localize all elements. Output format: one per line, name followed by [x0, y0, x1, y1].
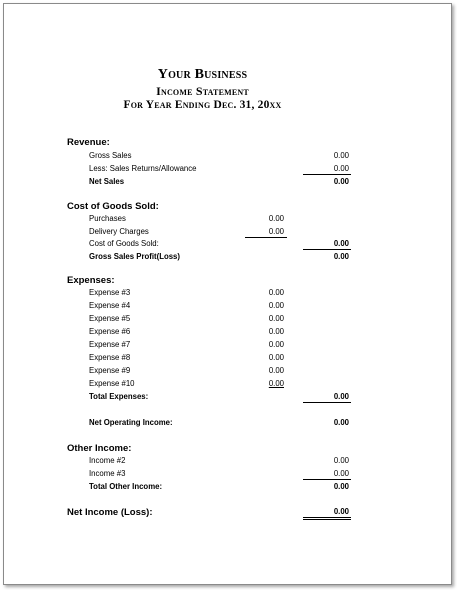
- expense-label: Expense #5: [89, 314, 131, 323]
- expense-label: Expense #10: [89, 379, 135, 388]
- expense-value: 0.00: [268, 327, 284, 336]
- total-expenses-label: Total Expenses:: [89, 392, 149, 401]
- income-label: Income #3: [89, 469, 126, 478]
- expense-label: Expense #4: [89, 301, 131, 310]
- expense-value: 0.00: [268, 288, 284, 297]
- revenue-heading: Revenue:: [67, 137, 110, 148]
- double-underline-top: [303, 517, 351, 518]
- expense-value: 0.00: [268, 353, 284, 362]
- cogs-total-value: 0.00: [333, 239, 349, 248]
- returns-label: Less: Sales Returns/Allowance: [89, 164, 197, 173]
- net-income-label: Net Income (Loss):: [67, 507, 153, 518]
- net-sales-label: Net Sales: [89, 177, 125, 186]
- underline: [245, 237, 287, 238]
- net-sales-value: 0.00: [333, 177, 349, 186]
- expense-value: 0.00: [268, 366, 284, 375]
- expense-value: 0.00: [268, 301, 284, 310]
- income-value: 0.00: [333, 456, 349, 465]
- underline: [303, 249, 351, 250]
- purchases-label: Purchases: [89, 214, 126, 223]
- total-other-income-label: Total Other Income:: [89, 482, 163, 491]
- returns-value: 0.00: [333, 164, 349, 173]
- expense-value: 0.00: [268, 379, 284, 388]
- underline: [303, 479, 351, 480]
- underline: [303, 174, 351, 175]
- delivery-value: 0.00: [268, 227, 284, 236]
- operating-income-value: 0.00: [333, 418, 349, 427]
- double-underline-bottom: [303, 519, 351, 520]
- expense-label: Expense #7: [89, 340, 131, 349]
- income-value: 0.00: [333, 469, 349, 478]
- gross-sales-value: 0.00: [333, 151, 349, 160]
- expense-label: Expense #9: [89, 366, 131, 375]
- expense-label: Expense #3: [89, 288, 131, 297]
- gross-sales-label: Gross Sales: [89, 151, 132, 160]
- statement-title: Income Statement: [156, 84, 249, 98]
- delivery-label: Delivery Charges: [89, 227, 149, 236]
- net-income-value: 0.00: [333, 507, 349, 516]
- document-page: [3, 3, 452, 585]
- cogs-total-label: Cost of Goods Sold:: [89, 239, 159, 248]
- total-other-income-value: 0.00: [333, 482, 349, 491]
- cogs-heading: Cost of Goods Sold:: [67, 201, 159, 212]
- expenses-heading: Expenses:: [67, 275, 115, 286]
- operating-income-label: Net Operating Income:: [89, 418, 173, 427]
- income-label: Income #2: [89, 456, 126, 465]
- expense-value: 0.00: [268, 314, 284, 323]
- business-name: Your Business: [157, 67, 248, 82]
- gross-profit-value: 0.00: [333, 252, 349, 261]
- expense-value: 0.00: [268, 340, 284, 349]
- underline: [303, 402, 351, 403]
- purchases-value: 0.00: [268, 214, 284, 223]
- gross-profit-label: Gross Sales Profit(Loss): [89, 252, 180, 261]
- other-income-heading: Other Income:: [67, 443, 132, 454]
- total-expenses-value: 0.00: [333, 392, 349, 401]
- expense-label: Expense #8: [89, 353, 131, 362]
- statement-period: For Year Ending Dec. 31, 20xx: [123, 99, 282, 111]
- expense-label: Expense #6: [89, 327, 131, 336]
